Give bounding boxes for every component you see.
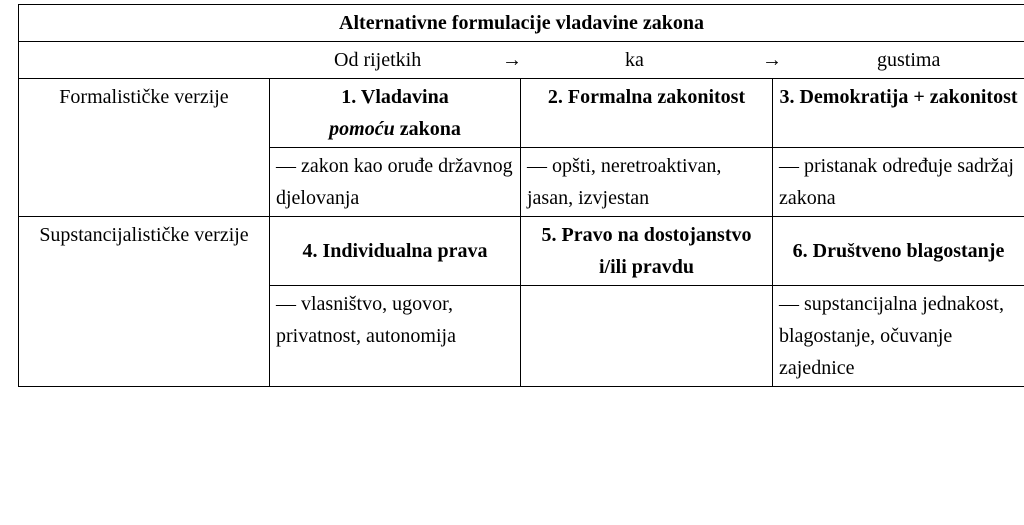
title-row	[19, 5, 1024, 42]
heading-1-part: 1. Vladavina	[341, 86, 449, 108]
row-label-formal: Formalističke verzije	[19, 79, 270, 217]
heading-1-emphasis: pomoću	[329, 118, 395, 140]
formal-heading-row	[19, 79, 1024, 148]
density-scale	[25, 44, 1018, 76]
substantive-heading-row	[19, 217, 1024, 286]
scale-to: gustima	[877, 49, 941, 71]
cell-text-4: — vlasništvo, ugovor, privatnost, autonomija	[270, 286, 521, 387]
scale-middle: ka	[625, 49, 644, 71]
cell-text-5	[521, 286, 773, 387]
cell-heading-3: 3. Demokratija + zakonitost	[773, 79, 1024, 148]
cell-heading-2: 2. Formalna zakonitost	[521, 79, 773, 148]
arrow-right-icon: →	[762, 49, 782, 71]
table-title: Alternativne formulacije vladavine zakona	[19, 5, 1024, 42]
cell-text-1: — zakon kao oruđe državnog djelovanja	[270, 148, 521, 217]
scale-from: Od rijetkih	[334, 49, 422, 71]
cell-heading-4: 4. Individualna prava	[270, 217, 521, 286]
cell-text-3: — pristanak određuje sadržaj zakona	[773, 148, 1024, 217]
row-label-substantive: Supstancijalističke verzije	[19, 217, 270, 387]
cell-heading-1	[270, 79, 521, 148]
cell-heading-5: 5. Pravo na dostojanstvo i/ili pravdu	[521, 217, 773, 286]
heading-1-part: zakona	[394, 118, 461, 140]
cell-heading-6: 6. Društveno blagostanje	[773, 217, 1024, 286]
arrow-right-icon: →	[502, 49, 522, 71]
scale-row	[19, 42, 1024, 79]
cell-text-2: — opšti, neretroaktivan, jasan, izvjestan	[521, 148, 773, 217]
cell-text-6: — supstancijalna jednakost, blagostanje, očuvanje zajednice	[773, 286, 1024, 387]
rule-of-law-table	[18, 4, 1024, 387]
